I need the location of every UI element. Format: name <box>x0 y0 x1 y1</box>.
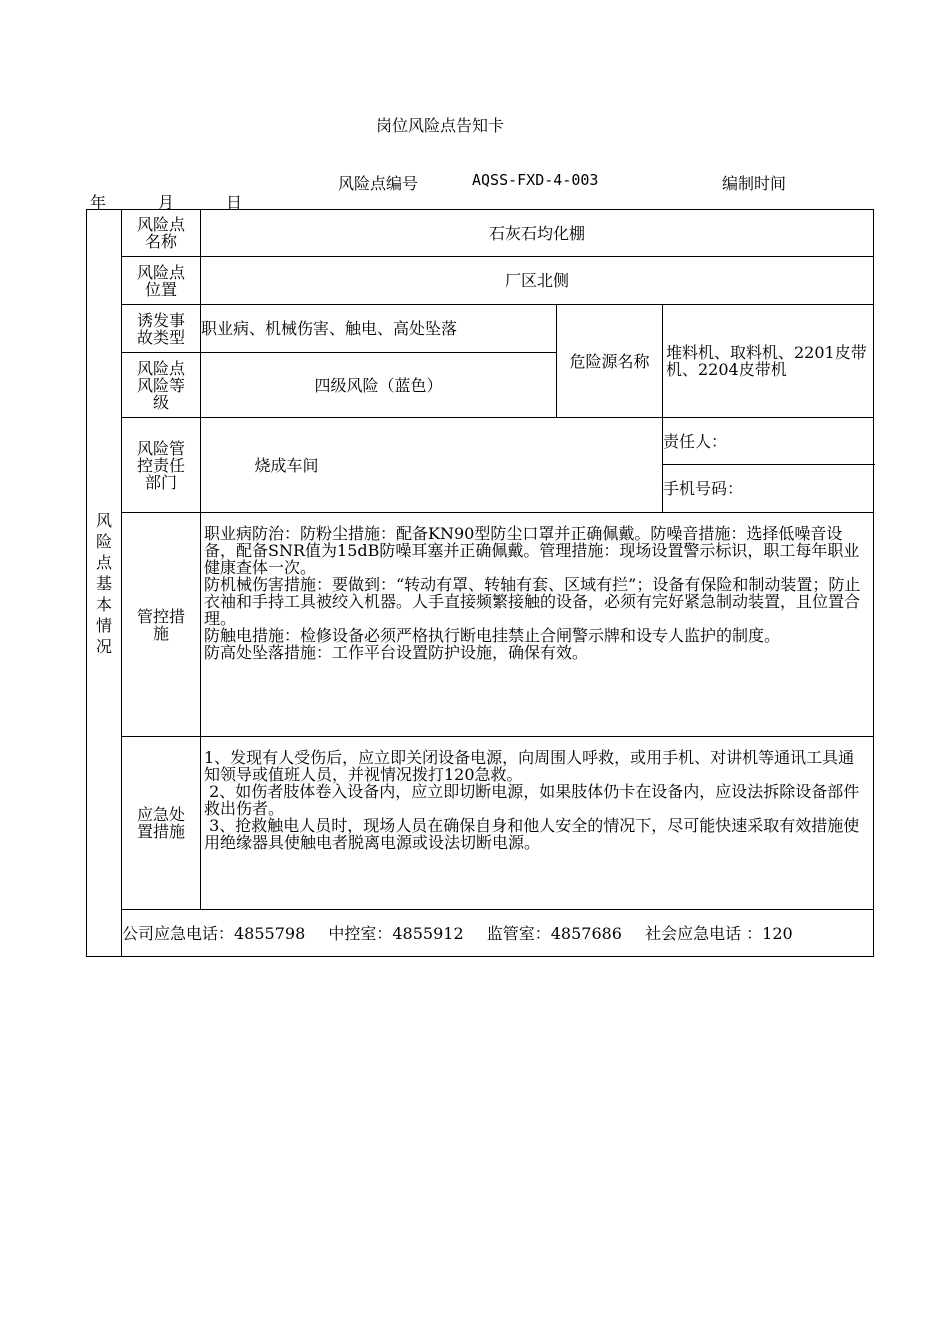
control-measure-line: 职业病防治：防粉尘措施：配备KN90型防尘口罩并正确佩戴。防噪音措施：选择低噪音设备，配备SNR值为15dB防噪耳塞并正确佩戴。管理措施：现场设置警示标识，职工每年职业健康查体一次。 <box>204 524 860 577</box>
date-day-label: 日 <box>226 193 243 212</box>
responsible-person-label: 责任人： <box>663 418 874 465</box>
responsible-dept-label: 风险管控责任部门 <box>122 418 201 513</box>
accident-type-label: 诱发事故类型 <box>122 305 201 353</box>
control-measure-line: 防高处坠落措施：工作平台设置防护设施，确保有效。 <box>204 643 589 662</box>
emergency-measure-line: 1、发现有人受伤后，应立即关闭设备电源，向周围人呼救，或用手机、对讲机等通讯工具通知领导或值班人员，并视情况拨打120急救。 <box>204 748 855 784</box>
risk-level-value: 四级风险（蓝色） <box>201 353 557 418</box>
page-title: 岗位风险点告知卡 <box>376 116 505 135</box>
control-room-phone: 中控室：4855912 <box>328 923 464 943</box>
risk-location-label: 风险点位置 <box>122 257 201 305</box>
risk-name-label: 风险点名称 <box>122 210 201 257</box>
risk-level-label: 风险点风险等级 <box>122 353 201 418</box>
supervision-room-phone: 监管室：4857686 <box>486 923 622 943</box>
emergency-measure-line: 2、如伤者肢体卷入设备内，应立即切断电源，如果肢体仍卡在设备内，应设法拆除设备部件救出伤者。 <box>204 782 860 818</box>
risk-code-label: 风险点编号 <box>338 174 419 193</box>
hazard-source-label: 危险源名称 <box>557 305 663 418</box>
emergency-measure-line: 3、抢救触电人员时，现场人员在确保自身和他人安全的情况下，尽可能快速采取有效措施使用绝缘器具使触电者脱离电源或设法切断电源。 <box>204 816 860 852</box>
date-month-label: 月 <box>158 193 175 212</box>
compile-date-label: 编制时间 <box>722 174 787 193</box>
company-emergency-phone: 公司应急电话：4855798 <box>122 923 306 943</box>
hazard-source-value: 堆料机、取料机、2201皮带机、2204皮带机 <box>663 305 874 418</box>
risk-code-value: AQSS-FXD-4-003 <box>472 171 599 189</box>
risk-notice-table <box>86 209 874 957</box>
emergency-phone-footer <box>122 910 874 957</box>
control-measures-text <box>201 513 874 737</box>
accident-type-value: 职业病、机械伤害、触电、高处坠落 <box>201 305 557 353</box>
risk-name-value: 石灰石均化棚 <box>201 210 874 257</box>
control-measures-label: 管控措施 <box>122 513 201 737</box>
date-year-label: 年 <box>90 193 107 212</box>
phone-number-label: 手机号码： <box>663 465 874 513</box>
emergency-measures-text <box>201 737 874 910</box>
emergency-measures-label: 应急处置措施 <box>122 737 201 910</box>
control-measure-line: 防机械伤害措施：要做到：“转动有罩、转轴有套、区域有拦”；设备有保险和制动装置；防止衣袖和手持工具被绞入机器。人手直接频繁接触的设备，必须有完好紧急制动装置，且位置合理。 <box>204 575 861 628</box>
side-section-label: 风险点基本情况 <box>87 210 122 957</box>
responsible-dept-value: 烧成车间 <box>201 418 663 513</box>
control-measure-line: 防触电措施：检修设备必须严格执行断电挂禁止合闸警示牌和设专人监护的制度。 <box>204 626 781 645</box>
risk-location-value: 厂区北侧 <box>201 257 874 305</box>
social-emergency-phone: 社会应急电话 ：120 <box>645 923 793 943</box>
